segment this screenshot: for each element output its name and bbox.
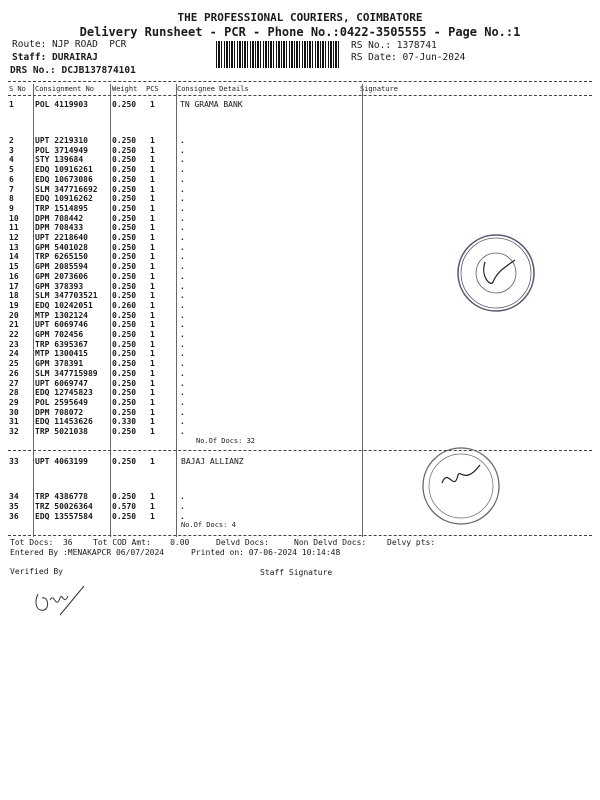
row-consignee: . bbox=[180, 339, 185, 349]
row-consignee: . bbox=[180, 378, 185, 388]
staff-signature: Staff Signature bbox=[260, 568, 333, 577]
row-consignment: GPM 2073606 bbox=[35, 271, 88, 281]
row-pcs: 1 bbox=[150, 417, 155, 427]
row-weight: 0.250 bbox=[112, 271, 137, 281]
row-pcs: 1 bbox=[150, 100, 155, 109]
row-weight: 0.250 bbox=[112, 233, 137, 242]
row-weight: 0.250 bbox=[112, 310, 137, 320]
row-weight: 0.250 bbox=[112, 291, 137, 301]
row-consignee: . bbox=[180, 427, 185, 436]
row-consignment: GPM 5401028 bbox=[35, 242, 88, 252]
row-sno: 17 bbox=[9, 281, 19, 291]
row-consignment: EDQ 13557584 bbox=[35, 511, 93, 521]
row-sno: 24 bbox=[9, 349, 19, 359]
row-weight: 0.250 bbox=[112, 388, 137, 398]
row-sno: 29 bbox=[9, 397, 19, 407]
divider bbox=[8, 95, 592, 96]
row-weight: 0.260 bbox=[112, 300, 137, 310]
row-consignee: . bbox=[180, 349, 185, 359]
total-cod: Tot COD Amt: 0.00 bbox=[93, 538, 190, 547]
row-pcs: 1 bbox=[150, 320, 155, 330]
row-pcs: 1 bbox=[150, 203, 155, 213]
col-signature: Signature bbox=[360, 85, 398, 93]
row-consignee: . bbox=[180, 511, 185, 521]
row-consignee: . bbox=[180, 262, 185, 272]
column-rule bbox=[33, 84, 34, 537]
row-sno: 28 bbox=[9, 388, 19, 398]
row-pcs: 1 bbox=[150, 330, 155, 339]
row-sno: 25 bbox=[9, 359, 19, 369]
route: Route: NJP ROAD PCR bbox=[12, 39, 127, 50]
row-pcs: 1 bbox=[150, 501, 155, 511]
row-sno: 22 bbox=[9, 330, 19, 339]
row-sno: 5 bbox=[9, 165, 14, 175]
row-consignment: EDQ 10242051 bbox=[35, 300, 93, 310]
docs-count: No.Of Docs: 32 bbox=[196, 437, 256, 445]
row-consignee: . bbox=[180, 501, 185, 511]
divider bbox=[8, 81, 592, 82]
row-sno: 6 bbox=[9, 174, 14, 184]
delivery-points: Delvy pts: bbox=[387, 538, 436, 547]
row-sno: 23 bbox=[9, 339, 19, 349]
row-sno: 11 bbox=[9, 223, 19, 233]
row-sno: 10 bbox=[9, 213, 19, 223]
row-pcs: 1 bbox=[150, 378, 155, 388]
insurance-stamp bbox=[420, 445, 502, 527]
row-consignee: . bbox=[180, 165, 185, 175]
bank-stamp bbox=[455, 232, 537, 314]
row-sno: 18 bbox=[9, 291, 19, 301]
row-sno: 32 bbox=[9, 427, 19, 436]
row-consignment: GPM 2085594 bbox=[35, 262, 88, 272]
row-weight: 0.250 bbox=[112, 145, 137, 155]
row-pcs: 1 bbox=[150, 492, 155, 501]
row-consignment: EDQ 10673086 bbox=[35, 174, 93, 184]
col-sno: S No bbox=[9, 85, 26, 93]
row-consignment: POL 4119903 bbox=[35, 100, 88, 109]
row-consignee: . bbox=[180, 136, 185, 145]
row-weight: 0.250 bbox=[112, 378, 137, 388]
row-weight: 0.250 bbox=[112, 492, 137, 501]
row-consignment: UPT 4063199 bbox=[35, 457, 88, 466]
row-consignee: . bbox=[180, 492, 185, 501]
row-pcs: 1 bbox=[150, 339, 155, 349]
verified-by: Verified By bbox=[10, 567, 63, 576]
row-sno: 3 bbox=[9, 145, 14, 155]
divider bbox=[8, 535, 592, 536]
row-sno: 26 bbox=[9, 368, 19, 378]
row-weight: 0.250 bbox=[112, 397, 137, 407]
row-consignee: . bbox=[180, 407, 185, 417]
row-consignment: TRP 4386778 bbox=[35, 492, 88, 501]
row-pcs: 1 bbox=[150, 155, 155, 165]
row-consignee: . bbox=[180, 417, 185, 427]
barcode bbox=[216, 41, 340, 68]
row-weight: 0.250 bbox=[112, 339, 137, 349]
row-weight: 0.250 bbox=[112, 252, 137, 262]
row-weight: 0.250 bbox=[112, 100, 137, 109]
row-consignment: STY 139684 bbox=[35, 155, 84, 165]
column-rule bbox=[176, 84, 177, 537]
rs-number: RS No.: 1378741 bbox=[351, 40, 437, 51]
rs-date: RS Date: 07-Jun-2024 bbox=[351, 52, 466, 63]
row-consignee: . bbox=[180, 388, 185, 398]
row-sno: 9 bbox=[9, 203, 14, 213]
drs-number: DRS No.: DCJB137874101 bbox=[10, 65, 136, 76]
row-pcs: 1 bbox=[150, 397, 155, 407]
row-sno: 19 bbox=[9, 300, 19, 310]
row-consignee: . bbox=[180, 145, 185, 155]
col-weight: Weight bbox=[112, 85, 138, 93]
row-sno: 33 bbox=[9, 457, 19, 466]
row-consignment: EDQ 11453626 bbox=[35, 417, 93, 427]
row-weight: 0.250 bbox=[112, 223, 137, 233]
row-weight: 0.250 bbox=[112, 155, 137, 165]
row-consignee: . bbox=[180, 194, 185, 204]
row-consignment: TRP 1514895 bbox=[35, 203, 88, 213]
row-weight: 0.250 bbox=[112, 281, 137, 291]
verifier-signature bbox=[30, 580, 90, 620]
row-pcs: 1 bbox=[150, 359, 155, 369]
row-pcs: 1 bbox=[150, 213, 155, 223]
runsheet-subtitle: Delivery Runsheet - PCR - Phone No.:0422-3505555 - Page No.:1 bbox=[79, 25, 521, 39]
row-pcs: 1 bbox=[150, 511, 155, 521]
row-sno: 7 bbox=[9, 184, 14, 194]
row-sno: 36 bbox=[9, 511, 19, 521]
row-weight: 0.250 bbox=[112, 184, 137, 194]
row-weight: 0.330 bbox=[112, 417, 137, 427]
row-sno: 21 bbox=[9, 320, 19, 330]
row-pcs: 1 bbox=[150, 271, 155, 281]
row-consignment: UPT 2219310 bbox=[35, 136, 88, 145]
row-consignee: . bbox=[180, 252, 185, 262]
row-sno: 1 bbox=[9, 100, 14, 109]
row-consignee: . bbox=[180, 233, 185, 242]
column-rule bbox=[110, 84, 111, 537]
row-pcs: 1 bbox=[150, 457, 155, 466]
entered-by: Entered By :MENAKAPCR 06/07/2024 bbox=[10, 548, 165, 557]
row-consignee: . bbox=[180, 310, 185, 320]
non-delivered-docs: Non Delvd Docs: bbox=[294, 538, 367, 547]
row-pcs: 1 bbox=[150, 223, 155, 233]
row-consignee: . bbox=[180, 203, 185, 213]
row-consignment: MTP 1300415 bbox=[35, 349, 88, 359]
col-pcs: PCS bbox=[146, 85, 159, 93]
row-sno: 34 bbox=[9, 492, 19, 501]
row-consignee: . bbox=[180, 155, 185, 165]
row-consignment: SLM 347716692 bbox=[35, 184, 98, 194]
row-consignment: TRP 6395367 bbox=[35, 339, 88, 349]
row-pcs: 1 bbox=[150, 291, 155, 301]
row-consignment: GPM 378393 bbox=[35, 281, 84, 291]
row-pcs: 1 bbox=[150, 252, 155, 262]
row-consignee: . bbox=[180, 223, 185, 233]
row-consignee: . bbox=[180, 242, 185, 252]
row-weight: 0.570 bbox=[112, 501, 137, 511]
row-weight: 0.250 bbox=[112, 194, 137, 204]
row-consignee: . bbox=[180, 184, 185, 194]
row-pcs: 1 bbox=[150, 233, 155, 242]
total-docs: Tot Docs: 36 bbox=[10, 538, 73, 547]
row-weight: 0.250 bbox=[112, 136, 137, 145]
row-weight: 0.250 bbox=[112, 368, 137, 378]
row-consignment: UPT 2218640 bbox=[35, 233, 88, 242]
consignee-name: TN GRAMA BANK bbox=[180, 100, 243, 109]
row-sno: 15 bbox=[9, 262, 19, 272]
row-consignment: UPT 6069746 bbox=[35, 320, 88, 330]
row-sno: 35 bbox=[9, 501, 19, 511]
row-consignee: . bbox=[180, 320, 185, 330]
row-sno: 16 bbox=[9, 271, 19, 281]
row-sno: 31 bbox=[9, 417, 19, 427]
row-consignment: SLM 347703521 bbox=[35, 291, 98, 301]
row-sno: 2 bbox=[9, 136, 14, 145]
row-pcs: 1 bbox=[150, 281, 155, 291]
row-sno: 27 bbox=[9, 378, 19, 388]
row-consignee: . bbox=[180, 291, 185, 301]
row-consignment: POL 3714949 bbox=[35, 145, 88, 155]
row-weight: 0.250 bbox=[112, 262, 137, 272]
row-sno: 14 bbox=[9, 252, 19, 262]
row-weight: 0.250 bbox=[112, 320, 137, 330]
row-pcs: 1 bbox=[150, 310, 155, 320]
row-weight: 0.250 bbox=[112, 330, 137, 339]
row-consignee: . bbox=[180, 271, 185, 281]
row-consignment: POL 2595649 bbox=[35, 397, 88, 407]
row-sno: 13 bbox=[9, 242, 19, 252]
docs-count: No.Of Docs: 4 bbox=[181, 521, 236, 529]
row-consignment: TRP 6265150 bbox=[35, 252, 88, 262]
row-weight: 0.250 bbox=[112, 457, 137, 466]
row-pcs: 1 bbox=[150, 136, 155, 145]
row-pcs: 1 bbox=[150, 349, 155, 359]
row-consignment: GPM 378391 bbox=[35, 359, 84, 369]
row-weight: 0.250 bbox=[112, 174, 137, 184]
row-weight: 0.250 bbox=[112, 165, 137, 175]
row-weight: 0.250 bbox=[112, 427, 137, 436]
row-consignment: EDQ 12745823 bbox=[35, 388, 93, 398]
row-pcs: 1 bbox=[150, 368, 155, 378]
row-consignee: . bbox=[180, 368, 185, 378]
row-weight: 0.250 bbox=[112, 349, 137, 359]
row-consignment: DPM 708433 bbox=[35, 223, 84, 233]
row-consignee: . bbox=[180, 174, 185, 184]
row-consignee: . bbox=[180, 300, 185, 310]
row-pcs: 1 bbox=[150, 165, 155, 175]
company-title: THE PROFESSIONAL COURIERS, COIMBATORE bbox=[177, 11, 423, 24]
row-sno: 12 bbox=[9, 233, 19, 242]
divider bbox=[8, 450, 592, 451]
row-sno: 4 bbox=[9, 155, 14, 165]
delivered-docs: Delvd Docs: bbox=[216, 538, 269, 547]
row-consignment: DPM 708072 bbox=[35, 407, 84, 417]
row-consignment: TRP 5021038 bbox=[35, 427, 88, 436]
row-consignee: . bbox=[180, 281, 185, 291]
row-pcs: 1 bbox=[150, 184, 155, 194]
col-consignment: Consignment No bbox=[35, 85, 95, 93]
row-consignment: EDQ 10916261 bbox=[35, 165, 93, 175]
consignee-name: BAJAJ ALLIANZ bbox=[181, 457, 244, 466]
row-sno: 8 bbox=[9, 194, 14, 204]
staff: Staff: DURAIRAJ bbox=[12, 52, 98, 63]
row-weight: 0.250 bbox=[112, 511, 137, 521]
row-pcs: 1 bbox=[150, 174, 155, 184]
row-pcs: 1 bbox=[150, 388, 155, 398]
row-consignee: . bbox=[180, 359, 185, 369]
row-consignment: TRZ 50026364 bbox=[35, 501, 93, 511]
row-consignment: MTP 1302124 bbox=[35, 310, 88, 320]
row-sno: 30 bbox=[9, 407, 19, 417]
row-sno: 20 bbox=[9, 310, 19, 320]
col-consignee: Consignee Details bbox=[177, 85, 249, 93]
row-weight: 0.250 bbox=[112, 213, 137, 223]
row-pcs: 1 bbox=[150, 427, 155, 436]
row-pcs: 1 bbox=[150, 145, 155, 155]
row-consignee: . bbox=[180, 330, 185, 339]
printed-on: Printed on: 07-06-2024 10:14:48 bbox=[191, 548, 341, 557]
row-consignee: . bbox=[180, 213, 185, 223]
row-pcs: 1 bbox=[150, 194, 155, 204]
row-consignment: DPM 708442 bbox=[35, 213, 84, 223]
row-consignment: GPM 702456 bbox=[35, 330, 84, 339]
row-consignment: UPT 6069747 bbox=[35, 378, 88, 388]
row-pcs: 1 bbox=[150, 242, 155, 252]
row-weight: 0.250 bbox=[112, 203, 137, 213]
column-rule bbox=[362, 84, 363, 537]
row-consignment: SLM 347715989 bbox=[35, 368, 98, 378]
row-pcs: 1 bbox=[150, 407, 155, 417]
row-pcs: 1 bbox=[150, 300, 155, 310]
row-weight: 0.250 bbox=[112, 407, 137, 417]
row-weight: 0.250 bbox=[112, 359, 137, 369]
row-consignee: . bbox=[180, 397, 185, 407]
row-weight: 0.250 bbox=[112, 242, 137, 252]
row-consignment: EDQ 10916262 bbox=[35, 194, 93, 204]
row-pcs: 1 bbox=[150, 262, 155, 272]
